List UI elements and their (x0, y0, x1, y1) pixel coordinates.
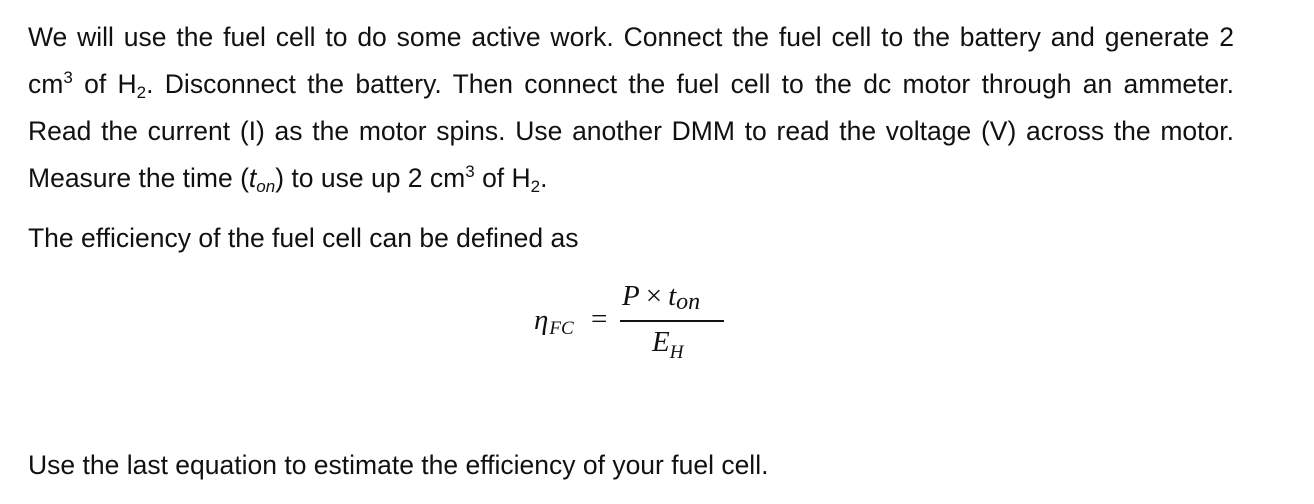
h2-subscript-2: 2 (530, 177, 541, 196)
paragraph-text-4: ) to use up 2 cm (275, 163, 466, 193)
on-subscript: on (256, 177, 276, 196)
time-symbol: t (668, 280, 677, 312)
efficiency-equation (534, 280, 764, 370)
t-on-symbol: t (248, 163, 257, 193)
eta-letter: η (534, 304, 549, 336)
paragraph-text-5: of H (474, 163, 531, 193)
instruction-paragraph (28, 14, 1234, 202)
document-body (28, 14, 1234, 202)
equals-sign: = (591, 303, 608, 335)
cm-superscript-1: 3 (63, 68, 73, 87)
paragraph-text-6: . (540, 163, 548, 193)
efficiency-intro-text: The efficiency of the fuel cell can be defined as (28, 223, 579, 253)
time-subscript: on (676, 289, 701, 315)
energy-symbol: E (652, 326, 670, 358)
fraction-denominator (652, 326, 684, 363)
paragraph-text-2: of H (72, 69, 137, 99)
energy-subscript: H (669, 342, 684, 363)
closing-instruction-text: Use the last equation to estimate the efficiency of your fuel cell. (28, 450, 769, 480)
h2-subscript-1: 2 (136, 83, 147, 102)
eta-symbol (534, 304, 573, 337)
paragraph-text-3: . Disconnect the battery. Then connect the fuel cell to the dc motor through an ammeter. Read the current (I) as the motor spins. Use another DMM to read the voltage (V) across the motor. Measure the time ( (28, 69, 1234, 193)
cm-superscript-2: 3 (465, 162, 475, 181)
eta-subscript: FC (549, 318, 574, 339)
fraction-bar (620, 320, 724, 322)
power-symbol: P (622, 280, 640, 312)
paragraph-text-1: We will use the fuel cell to do some active work. Connect the fuel cell to the battery and generate 2 cm (28, 22, 1234, 99)
times-symbol: × (645, 280, 663, 312)
fraction-numerator (622, 280, 700, 313)
